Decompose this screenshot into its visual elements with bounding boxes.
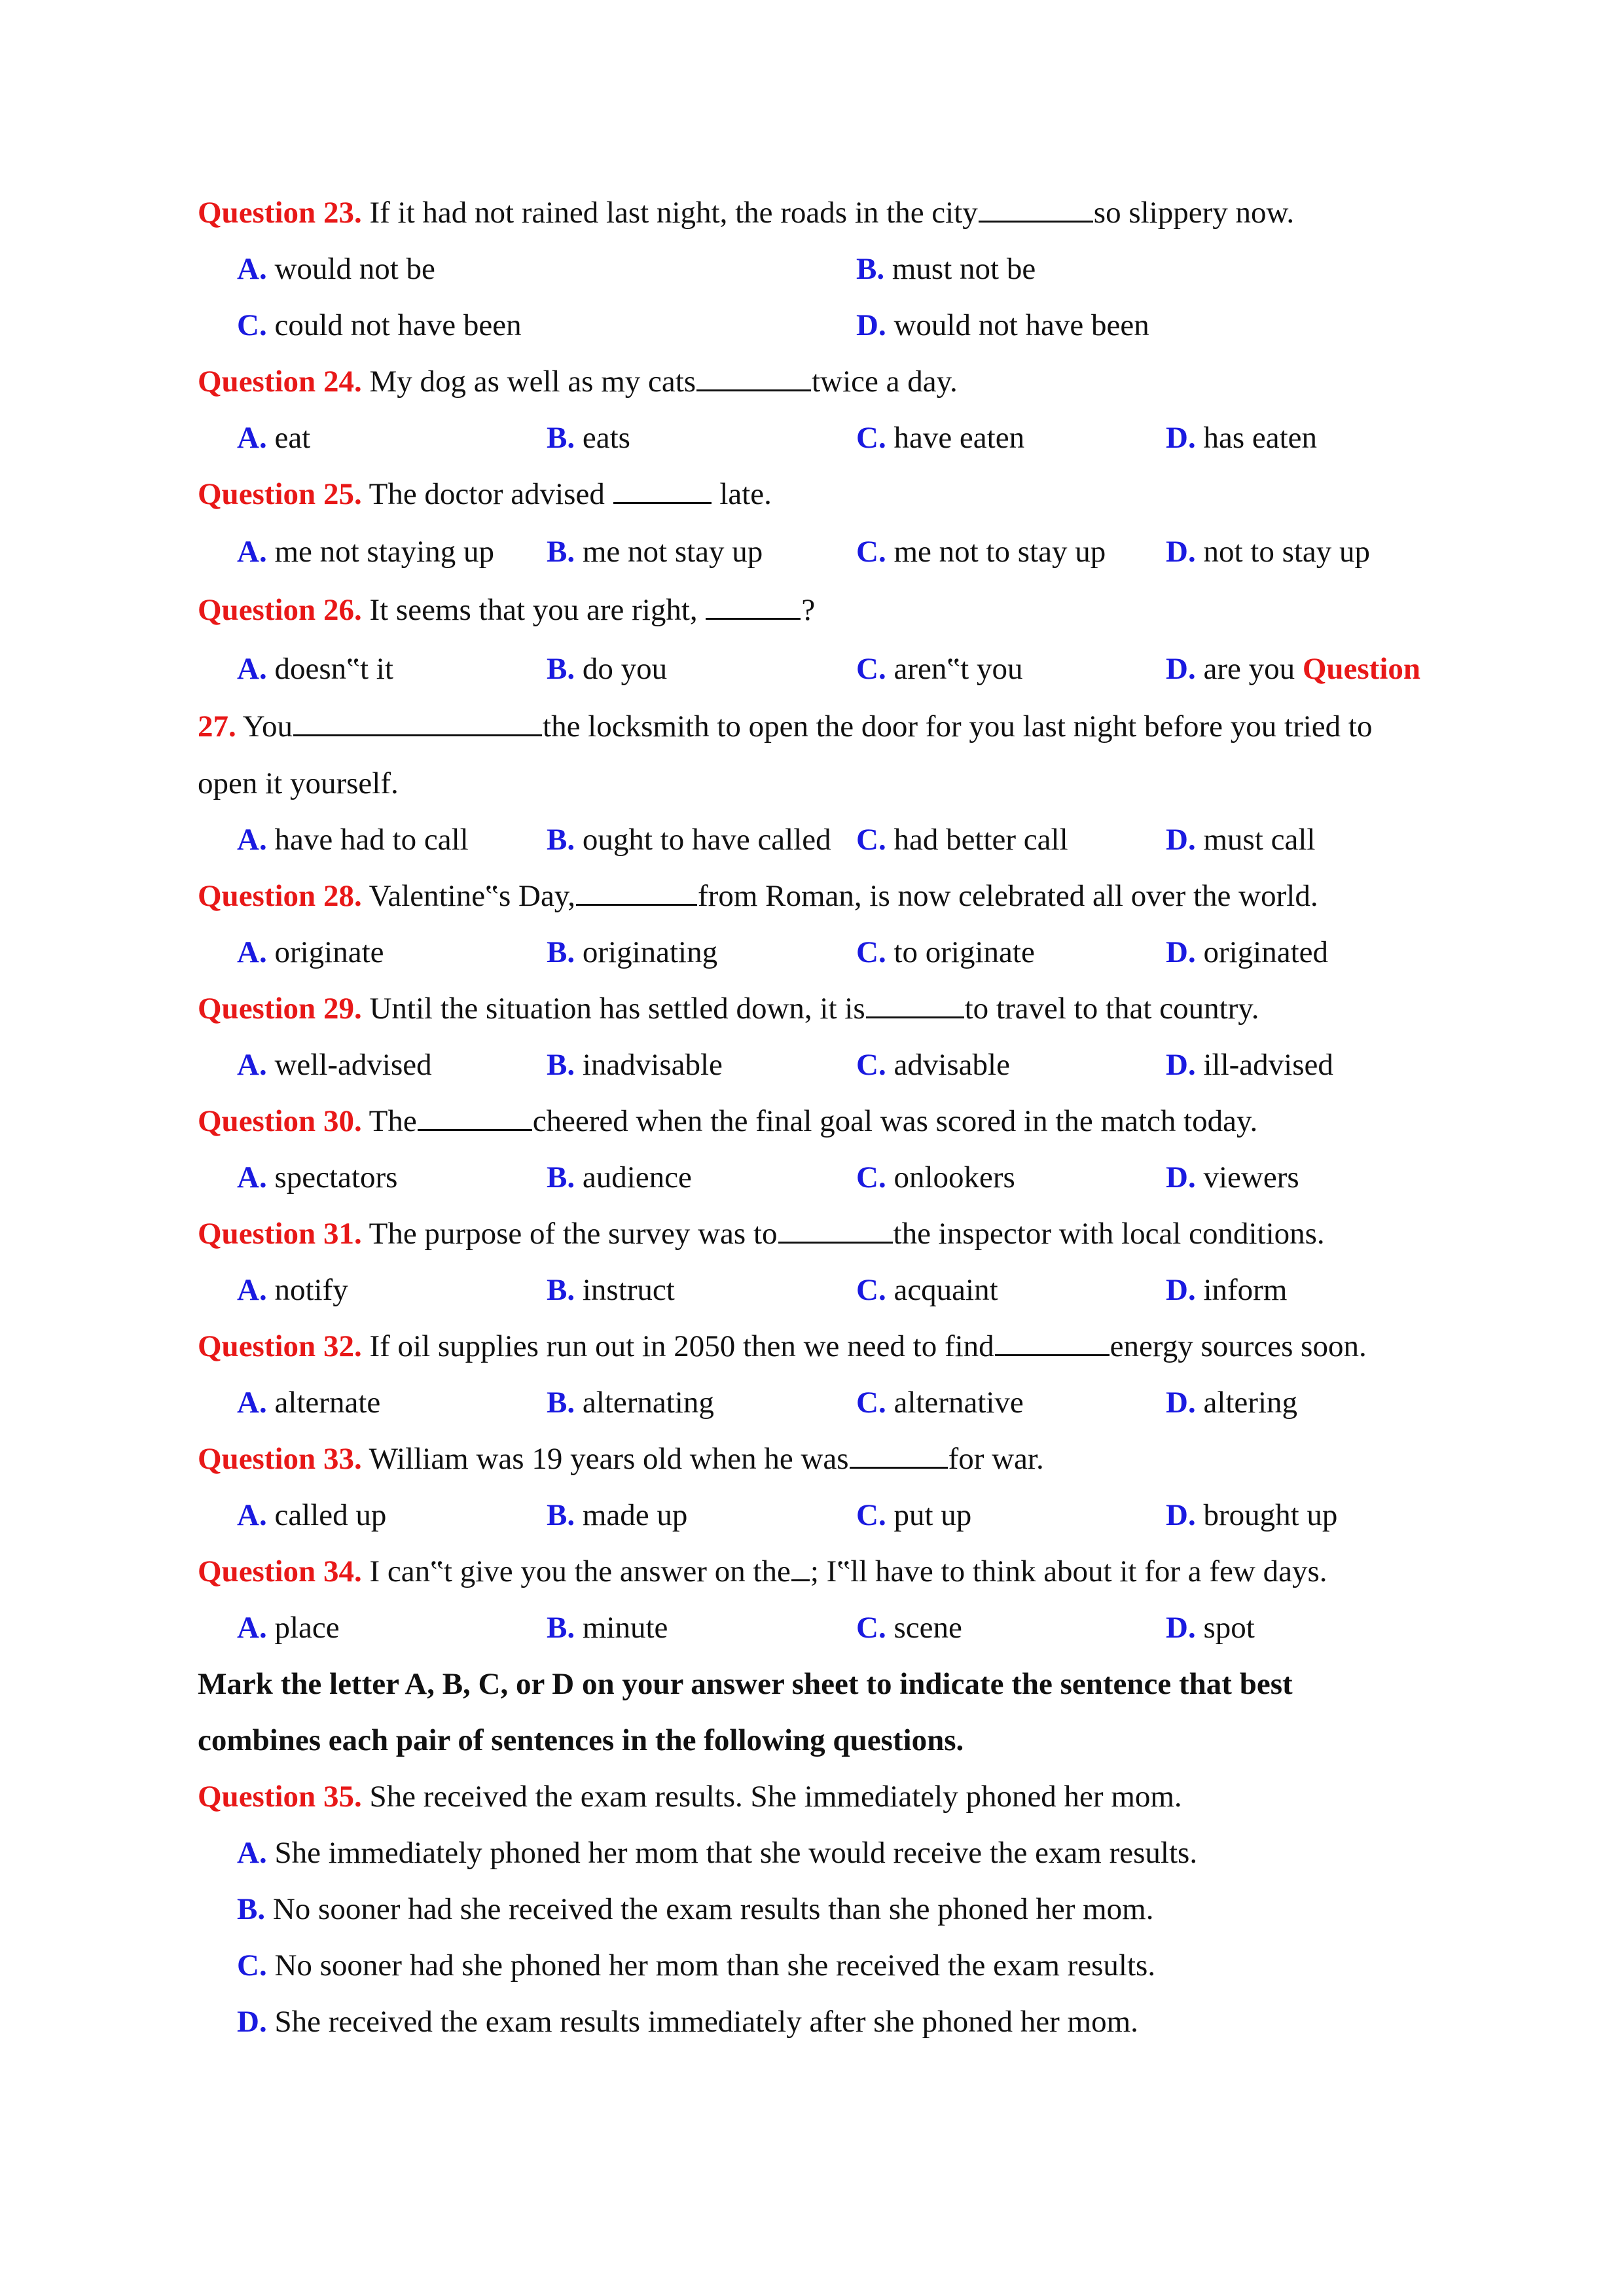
- stem-text: twice a day.: [812, 365, 958, 399]
- stem-text: It seems that you are right,: [369, 593, 698, 627]
- question-number: Question 28.: [198, 879, 362, 913]
- question-number: Question 29.: [198, 992, 362, 1026]
- q23-option-d: D. would not have been: [856, 308, 1149, 342]
- question-number: Question 25.: [198, 477, 362, 511]
- q26-option-b: B. do you: [547, 652, 668, 686]
- question-number: Question 30.: [198, 1104, 362, 1138]
- question-28-stem: [198, 876, 1318, 916]
- q35-option-c: C. No sooner had she phoned her mom than she received the exam results.: [237, 1948, 1156, 1982]
- stem-text: The doctor advised: [369, 477, 605, 511]
- question-number: Question 23.: [198, 196, 362, 230]
- q24-option-d: D. has eaten: [1166, 421, 1317, 455]
- q29-option-b: B. inadvisable: [547, 1048, 723, 1082]
- stem-text: the inspector with local conditions.: [893, 1217, 1325, 1251]
- question-number: Question 26.: [198, 593, 362, 627]
- q31-option-d: D. inform: [1166, 1273, 1288, 1307]
- q34-option-c: C. scene: [856, 1611, 962, 1645]
- question-number: Question 34.: [198, 1554, 362, 1588]
- q25-option-d: D. not to stay up: [1166, 535, 1371, 569]
- question-27-number-start: Question: [1302, 652, 1421, 686]
- stem-text: If it had not rained last night, the roads in the city: [369, 196, 978, 230]
- q32-option-b: B. alternating: [547, 1386, 714, 1420]
- question-27-stem-continued: [198, 764, 399, 803]
- q27-option-a: A. have had to call: [237, 823, 469, 857]
- q33-option-c: C. put up: [856, 1498, 972, 1532]
- question-24-stem: [198, 362, 958, 401]
- q23-option-a: A. would not be: [237, 252, 435, 286]
- q33-option-b: B. made up: [547, 1498, 688, 1532]
- q31-option-b: B. instruct: [547, 1273, 675, 1307]
- question-30-stem: [198, 1102, 1257, 1141]
- question-35-stem: [198, 1777, 1182, 1816]
- answer-blank: [418, 1104, 532, 1131]
- answer-blank: [866, 992, 964, 1018]
- q28-option-a: A. originate: [237, 935, 384, 969]
- question-33-stem: [198, 1439, 1044, 1479]
- q27-option-c: C. had better call: [856, 823, 1068, 857]
- answer-blank: [778, 1217, 893, 1244]
- stem-text: ?: [801, 593, 816, 627]
- question-26-stem: [198, 590, 815, 630]
- q28-option-b: B. originating: [547, 935, 718, 969]
- q30-option-b: B. audience: [547, 1160, 692, 1194]
- stem-text: William was 19 years old when he was: [369, 1442, 849, 1476]
- q35-option-d: D. She received the exam results immediately after she phoned her mom.: [237, 2005, 1138, 2039]
- stem-text: from Roman, is now celebrated all over the world.: [698, 879, 1318, 913]
- answer-blank: [613, 477, 712, 504]
- stem-text: You: [242, 709, 293, 744]
- stem-text: for war.: [948, 1442, 1044, 1476]
- stem-text: Until the situation has settled down, it is: [369, 992, 865, 1026]
- q30-option-d: D. viewers: [1166, 1160, 1299, 1194]
- q25-option-b: B. me not stay up: [547, 535, 763, 569]
- q34-option-b: B. minute: [547, 1611, 668, 1645]
- q28-option-d: D. originated: [1166, 935, 1329, 969]
- answer-blank: [706, 593, 801, 620]
- q29-option-c: C. advisable: [856, 1048, 1010, 1082]
- q23-option-b: B. must not be: [856, 252, 1036, 286]
- q27-option-d: D. must call: [1166, 823, 1316, 857]
- q23-option-c: C. could not have been: [237, 308, 522, 342]
- question-29-stem: [198, 989, 1259, 1028]
- q29-option-a: A. well-advised: [237, 1048, 432, 1082]
- q26-option-a: A. doesn‟t it: [237, 652, 393, 686]
- q29-option-d: D. ill-advised: [1166, 1048, 1333, 1082]
- q24-option-c: C. have eaten: [856, 421, 1025, 455]
- q34-option-a: A. place: [237, 1611, 340, 1645]
- question-31-stem: [198, 1214, 1325, 1253]
- stem-text: Valentine‟s Day,: [369, 879, 576, 913]
- q32-option-d: D. altering: [1166, 1386, 1298, 1420]
- q26-option-d: D. are you Question: [1166, 652, 1421, 686]
- question-number: Question 35.: [198, 1780, 362, 1814]
- question-number: Question 32.: [198, 1329, 362, 1363]
- stem-text: cheered when the final goal was scored in the match today.: [532, 1104, 1258, 1138]
- q26-option-c: C. aren‟t you: [856, 652, 1023, 686]
- question-23-stem: [198, 193, 1294, 232]
- q28-option-c: C. to originate: [856, 935, 1035, 969]
- stem-text: to travel to that country.: [964, 992, 1259, 1026]
- stem-text: ; I‟ll have to think about it for a few days.: [810, 1554, 1327, 1588]
- stem-text: If oil supplies run out in 2050 then we need to find: [369, 1329, 994, 1363]
- q25-option-a: A. me not staying up: [237, 535, 494, 569]
- q27-option-b: B. ought to have called: [547, 823, 831, 857]
- q35-option-a: A. She immediately phoned her mom that she would receive the exam results.: [237, 1836, 1198, 1870]
- stem-text: the locksmith to open the door for you last night before you tried to: [543, 709, 1373, 744]
- q32-option-c: C. alternative: [856, 1386, 1024, 1420]
- q31-option-a: A. notify: [237, 1273, 348, 1307]
- q33-option-a: A. called up: [237, 1498, 387, 1532]
- q31-option-c: C. acquaint: [856, 1273, 998, 1307]
- answer-blank: [576, 879, 697, 906]
- q24-option-b: B. eats: [547, 421, 630, 455]
- question-number: Question 24.: [198, 365, 362, 399]
- stem-text: so slippery now.: [1093, 196, 1295, 230]
- answer-blank: [979, 196, 1093, 223]
- question-number: Question 31.: [198, 1217, 362, 1251]
- section-instruction-line-2: combines each pair of sentences in the following questions.: [198, 1723, 964, 1757]
- question-34-stem: [198, 1552, 1327, 1591]
- question-25-stem: [198, 475, 772, 514]
- stem-text: She received the exam results. She immediately phoned her mom.: [369, 1780, 1182, 1814]
- answer-blank: [696, 365, 811, 391]
- question-number: Question 33.: [198, 1442, 362, 1476]
- stem-text: open it yourself.: [198, 766, 399, 800]
- stem-text: The purpose of the survey was to: [369, 1217, 778, 1251]
- stem-text: The: [369, 1104, 417, 1138]
- section-instruction-line-1: Mark the letter A, B, C, or D on your answer sheet to indicate the sentence that best: [198, 1667, 1293, 1701]
- stem-text: My dog as well as my cats: [369, 365, 696, 399]
- stem-text: energy sources soon.: [1110, 1329, 1367, 1363]
- q33-option-d: D. brought up: [1166, 1498, 1338, 1532]
- stem-text: late.: [719, 477, 772, 511]
- q24-option-a: A. eat: [237, 421, 311, 455]
- stem-text: I can‟t give you the answer on the: [369, 1554, 791, 1588]
- question-number: 27.: [198, 709, 236, 744]
- question-32-stem: [198, 1327, 1367, 1366]
- q30-option-a: A. spectators: [237, 1160, 398, 1194]
- answer-blank: [995, 1329, 1110, 1356]
- answer-blank: [791, 1554, 810, 1581]
- q34-option-d: D. spot: [1166, 1611, 1255, 1645]
- answer-blank: [293, 709, 542, 736]
- answer-blank: [850, 1442, 948, 1469]
- q30-option-c: C. onlookers: [856, 1160, 1015, 1194]
- q35-option-b: B. No sooner had she received the exam results than she phoned her mom.: [237, 1892, 1154, 1926]
- question-27-stem: [198, 707, 1372, 746]
- q25-option-c: C. me not to stay up: [856, 535, 1106, 569]
- q32-option-a: A. alternate: [237, 1386, 381, 1420]
